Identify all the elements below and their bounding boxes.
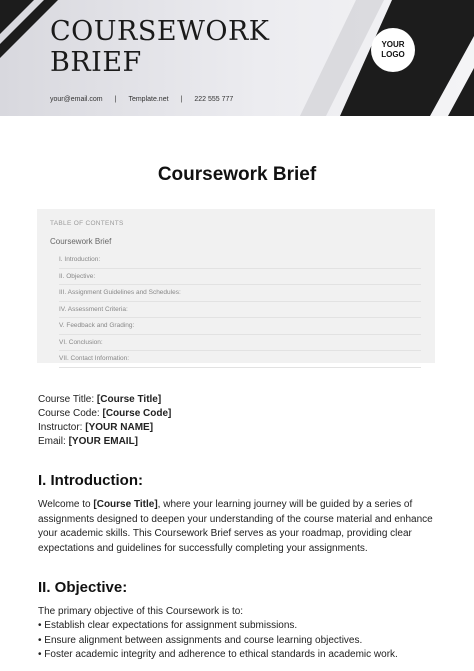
instructor-label: Instructor: <box>38 422 83 433</box>
bullet-text: Foster academic integrity and adherence to ethical standards in academic work. <box>44 649 398 660</box>
header-title-line2: BRIEF <box>50 47 142 78</box>
logo <box>371 28 415 72</box>
course-title-value: [Course Title] <box>96 394 162 405</box>
objective-heading: II. Objective: <box>38 579 128 596</box>
document-title: Coursework Brief <box>157 164 317 185</box>
course-title-label: Course Title: <box>38 394 95 405</box>
instructor-value: [YOUR NAME] <box>85 422 154 433</box>
intro-text-before: Welcome to <box>38 499 94 510</box>
toc-item[interactable]: VI. Conclusion: <box>59 335 421 352</box>
header-website: Template.net <box>128 96 169 103</box>
introduction-heading: I. Introduction: <box>38 472 143 489</box>
email-label: Email: <box>38 436 66 447</box>
course-info <box>38 393 171 449</box>
list-item <box>38 648 448 663</box>
header-title-line1: COURSEWORK <box>50 16 270 47</box>
header-separator: | <box>180 96 183 103</box>
table-of-contents <box>37 209 435 363</box>
toc-item[interactable]: III. Assignment Guidelines and Schedules: <box>59 285 421 302</box>
logo-text-line2: LOGO <box>381 50 405 59</box>
objective-list <box>38 619 448 663</box>
toc-item[interactable]: IV. Assessment Criteria: <box>59 302 421 319</box>
course-code-label: Course Code: <box>38 408 100 419</box>
introduction-paragraph <box>38 498 438 556</box>
bullet-icon: • <box>38 634 42 646</box>
email-value: [YOUR EMAIL] <box>68 436 139 447</box>
toc-list <box>59 252 421 368</box>
toc-item[interactable]: V. Feedback and Grading: <box>59 318 421 335</box>
header-contact <box>50 96 233 103</box>
bullet-text: Ensure alignment between assignments and course learning objectives. <box>44 634 363 646</box>
course-title-row <box>38 393 171 407</box>
toc-main-item[interactable]: Coursework Brief <box>50 237 112 246</box>
objective-lead: The primary objective of this Coursework is to: <box>38 606 244 617</box>
header-title <box>50 16 269 78</box>
course-code-value: [Course Code] <box>102 408 172 419</box>
email-row <box>38 435 171 449</box>
header-email: your@email.com <box>50 96 103 103</box>
course-code-row <box>38 407 171 421</box>
bullet-text: Establish clear expectations for assignment submissions. <box>44 620 298 631</box>
toc-heading: TABLE OF CONTENTS <box>50 220 124 227</box>
bullet-icon: • <box>38 649 42 660</box>
intro-text-after: , where your learning journey will be guided by a series of assignments designed to deepen your understanding of the course material and enhance your academic skills. This Coursework Brief serves as your roadmap, providing clear expectations and guidelines for successfully completing your assignments. <box>38 499 433 554</box>
instructor-row <box>38 421 171 435</box>
list-item <box>38 634 448 649</box>
header-banner <box>0 0 474 116</box>
toc-item[interactable]: VII. Contact Information: <box>59 351 421 368</box>
header-separator: | <box>114 96 117 103</box>
logo-text-line1: YOUR <box>381 40 405 49</box>
header-phone: 222 555 777 <box>194 96 234 103</box>
intro-course-title: [Course Title] <box>93 499 158 510</box>
toc-item[interactable]: I. Introduction: <box>59 252 421 269</box>
toc-item[interactable]: II. Objective: <box>59 269 421 286</box>
bullet-icon: • <box>38 620 42 631</box>
list-item <box>38 619 448 634</box>
